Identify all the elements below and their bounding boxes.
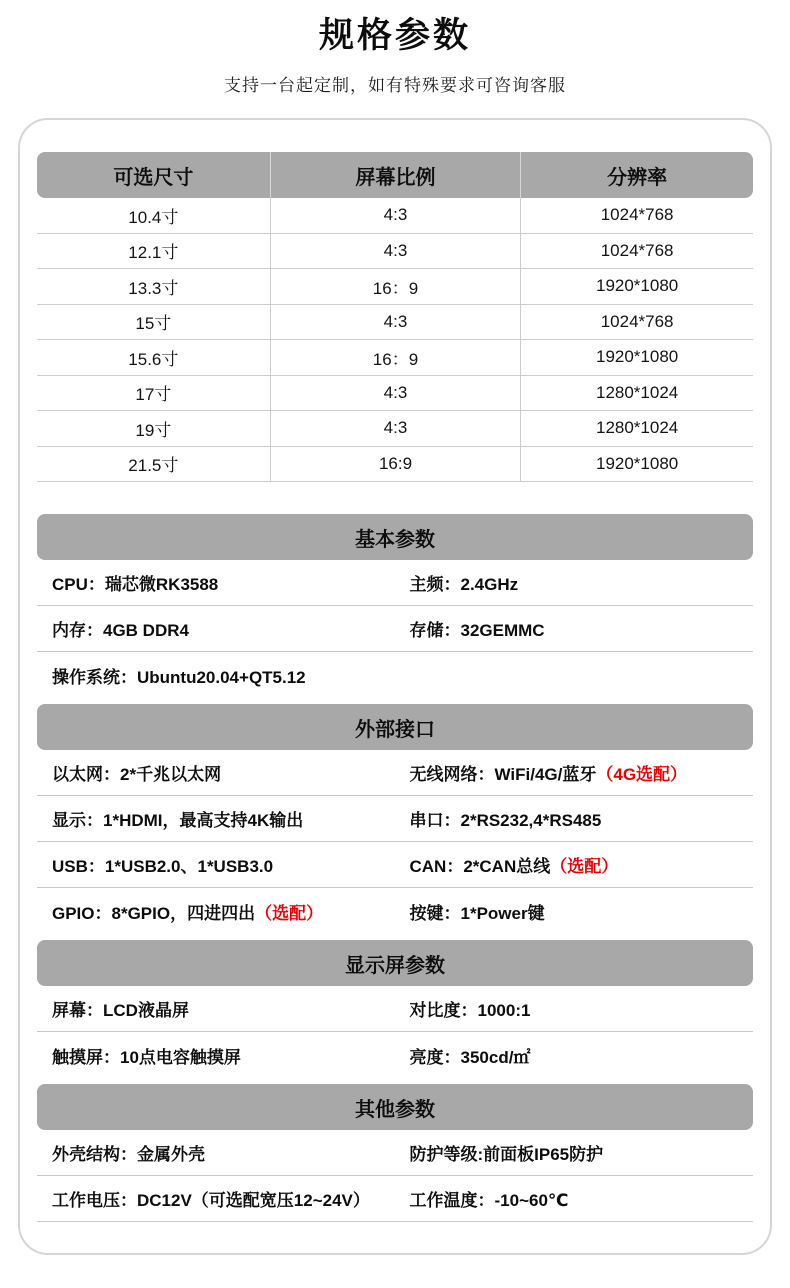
- spec-row: [37, 606, 753, 652]
- spec-item-memory: [52, 616, 410, 641]
- spec-item-brightness: [410, 1043, 753, 1068]
- spec-item-ethernet: [52, 760, 410, 785]
- table-cell-resolution: 1280*1024: [520, 411, 753, 446]
- spec-row: [37, 986, 753, 1032]
- spec-item-serial: [410, 806, 753, 831]
- spec-row: [37, 842, 753, 888]
- table-cell-resolution: 1920*1080: [520, 269, 753, 304]
- size-table-header: [37, 152, 753, 198]
- section-header-basic: [37, 514, 753, 560]
- spec-text: 主频：2.4GHz: [409, 575, 519, 594]
- table-row: [37, 340, 753, 376]
- spec-text: 亮度：350cd/㎡: [409, 1047, 531, 1067]
- spec-text: 内存：4GB DDR4: [52, 621, 189, 640]
- spec-text: 串口：2*RS232,4*RS485: [409, 811, 602, 830]
- spec-optional-red: （4G选配）: [596, 765, 688, 784]
- spec-card: [18, 118, 772, 1255]
- spec-text: 操作系统：Ubuntu20.04+QT5.12: [52, 667, 306, 687]
- spec-item-can: [410, 852, 753, 877]
- spec-row: [37, 750, 753, 796]
- section-title: 其他参数: [355, 1098, 435, 1121]
- spec-text: CAN：2*CAN总线: [409, 857, 551, 876]
- spec-optional-red: （选配）: [255, 903, 324, 923]
- spec-text: 防护等级:前面板IP65防护: [409, 1145, 604, 1164]
- spec-item-temperature: [410, 1186, 753, 1211]
- table-row: [37, 376, 753, 412]
- spec-row: [37, 888, 753, 934]
- section-title: 显示屏参数: [345, 954, 445, 977]
- spec-item-touchscreen: [52, 1043, 410, 1068]
- spec-item-cpu: [52, 570, 410, 595]
- table-cell-size: 17寸: [135, 385, 172, 405]
- spec-text: 显示：1*HDMI，最高支持4K输出: [52, 811, 304, 830]
- table-cell-resolution: 1024*768: [520, 198, 753, 233]
- table-cell-size: 15寸: [135, 314, 172, 334]
- spec-optional-red: （选配）: [550, 857, 619, 876]
- spec-text: 工作温度：-10~60℃: [409, 1191, 569, 1210]
- table-row: [37, 234, 753, 270]
- spec-row: [37, 1032, 753, 1078]
- table-cell-size: 10.4寸: [128, 207, 179, 227]
- spec-text: 屏幕：LCD液晶屏: [52, 1001, 189, 1020]
- spec-row: [37, 652, 753, 698]
- section-header-display: [37, 940, 753, 986]
- table-cell-size: 15.6寸: [128, 349, 179, 369]
- spec-item-protection: [410, 1140, 753, 1165]
- section-header-interfaces: [37, 704, 753, 750]
- spec-text: CPU：瑞芯微RK3588: [52, 575, 219, 594]
- spec-text: 外壳结构：金属外壳: [52, 1145, 205, 1164]
- spec-item-storage: [410, 616, 753, 641]
- spec-row: [37, 1176, 753, 1222]
- spec-text: 对比度：1000:1: [409, 1001, 531, 1020]
- spec-item-contrast: [410, 996, 753, 1021]
- page-title: 规格参数: [318, 16, 471, 55]
- spec-text: 以太网：2*千兆以太网: [52, 765, 222, 784]
- spec-text: 触摸屏：10点电容触摸屏: [52, 1047, 241, 1067]
- table-cell-ratio: 4:3: [270, 305, 521, 340]
- table-row: [37, 411, 753, 447]
- table-row: [37, 269, 753, 305]
- table-cell-size: 12.1寸: [128, 243, 179, 263]
- spec-text: GPIO：8*GPIO，四进四出: [52, 903, 256, 923]
- spec-item-enclosure: [52, 1140, 410, 1165]
- table-cell-ratio: 16：9: [270, 269, 521, 304]
- table-cell-resolution: 1024*768: [520, 305, 753, 340]
- spec-item-usb: [52, 852, 410, 877]
- spec-row: [37, 796, 753, 842]
- table-cell-resolution: 1920*1080: [520, 340, 753, 375]
- table-row: [37, 198, 753, 234]
- spec-text: 工作电压：DC12V（可选配宽压12~24V）: [52, 1191, 370, 1210]
- spec-item-gpio: [52, 899, 410, 924]
- spec-item-os: [52, 663, 753, 688]
- spec-row: [37, 1130, 753, 1176]
- spec-item-voltage: [52, 1186, 410, 1211]
- table-cell-ratio: 16：9: [270, 340, 521, 375]
- section-title: 外部接口: [355, 718, 435, 741]
- table-cell-size: 21.5寸: [128, 456, 179, 476]
- table-cell-ratio: 4:3: [270, 376, 521, 411]
- table-row: [37, 305, 753, 341]
- section-title: 基本参数: [355, 528, 435, 551]
- spec-item-frequency: [410, 570, 753, 595]
- table-cell-size: 13.3寸: [128, 278, 179, 298]
- page-header: [0, 0, 790, 96]
- spec-text: USB：1*USB2.0、1*USB3.0: [52, 857, 274, 876]
- spec-item-button: [410, 899, 753, 924]
- table-row: [37, 447, 753, 483]
- table-header-resolution: 分辨率: [520, 152, 753, 198]
- section-header-other: [37, 1084, 753, 1130]
- table-header-size: 可选尺寸: [113, 166, 194, 189]
- table-cell-ratio: 16:9: [270, 447, 521, 482]
- spec-item-wireless: [410, 760, 753, 785]
- spec-text: 按键：1*Power键: [409, 903, 545, 923]
- spec-text: 存储：32GEMMC: [409, 621, 545, 640]
- table-cell-resolution: 1920*1080: [520, 447, 753, 482]
- spec-text: 无线网络：WiFi/4G/蓝牙: [409, 765, 597, 784]
- table-cell-resolution: 1280*1024: [520, 376, 753, 411]
- size-table: [37, 152, 753, 482]
- spec-row: [37, 560, 753, 606]
- table-header-ratio: 屏幕比例: [270, 152, 521, 198]
- table-cell-ratio: 4:3: [270, 234, 521, 269]
- page-subtitle: 支持一台起定制，如有特殊要求可咨询客服: [224, 76, 566, 95]
- table-cell-resolution: 1024*768: [520, 234, 753, 269]
- spec-item-screen: [52, 996, 410, 1021]
- table-cell-ratio: 4:3: [270, 411, 521, 446]
- table-cell-ratio: 4:3: [270, 198, 521, 233]
- table-cell-size: 19寸: [135, 420, 172, 440]
- spec-item-display-out: [52, 806, 410, 831]
